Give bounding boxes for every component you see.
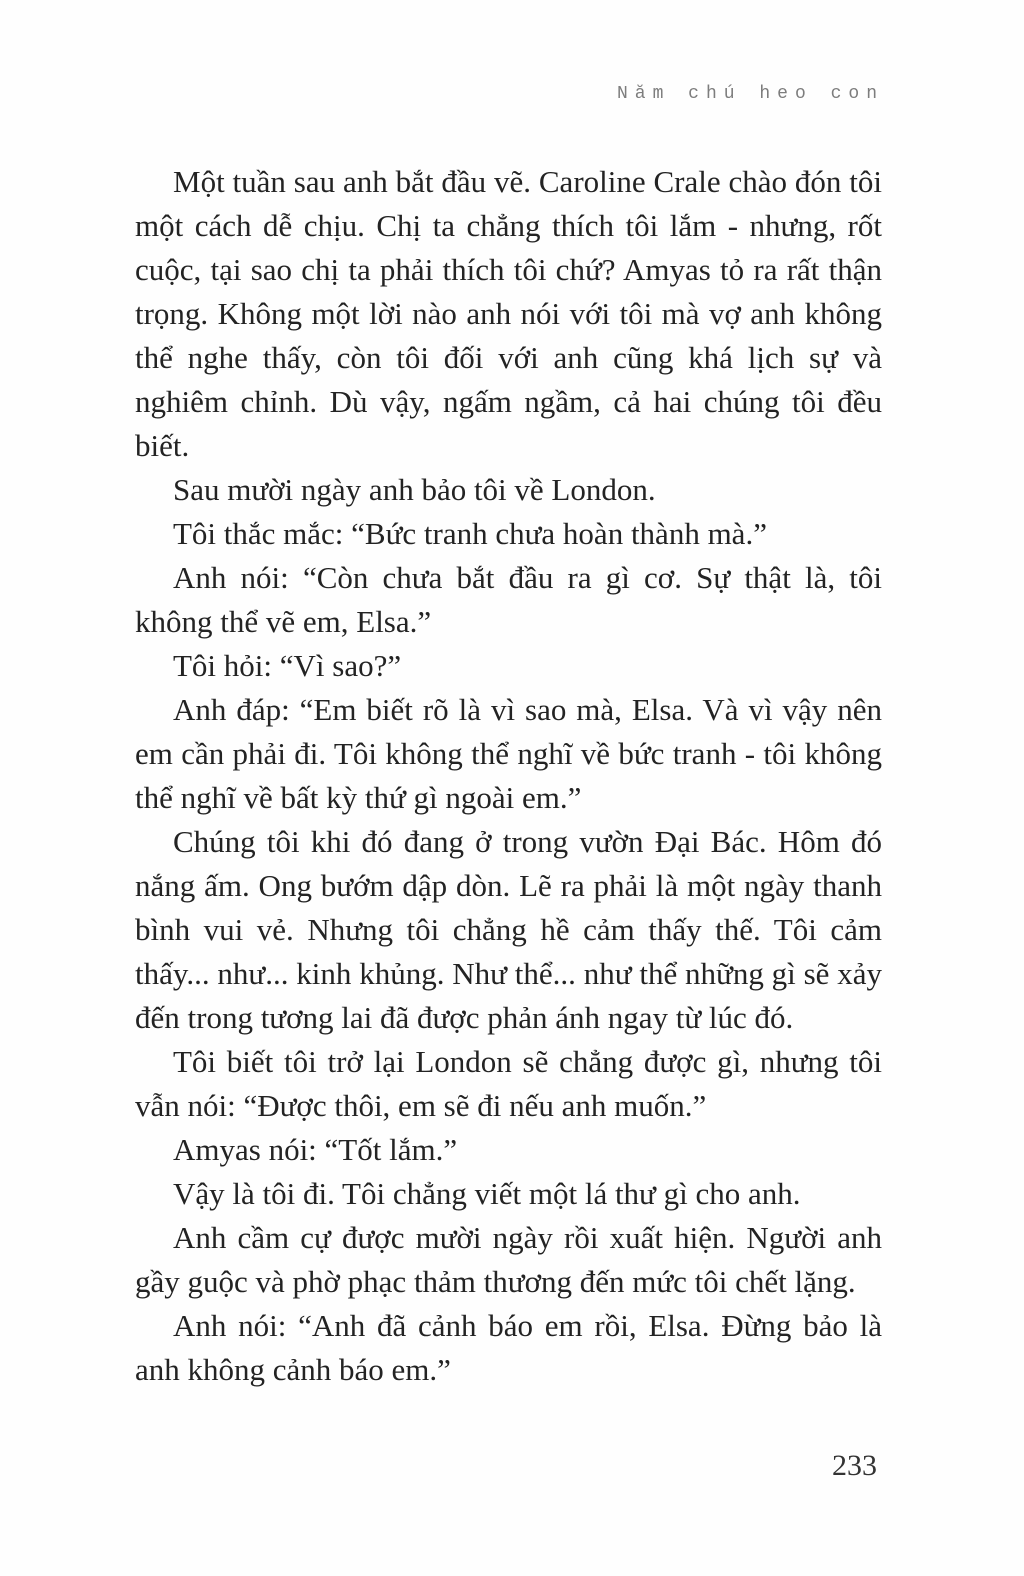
paragraph: Tôi thắc mắc: “Bức tranh chưa hoàn thành mà.”: [173, 516, 767, 551]
paragraph: Tôi hỏi: “Vì sao?”: [173, 648, 402, 683]
page-number: 233: [832, 1449, 877, 1482]
paragraph: Anh đáp: “Em biết rõ là vì sao mà, Elsa. Và vì vậy nên em cần phải đi. Tôi không thể nghĩ về bức tranh - tôi không thể nghĩ về bất kỳ thứ gì ngoài em.”: [135, 692, 882, 815]
paragraph: Vậy là tôi đi. Tôi chẳng viết một lá thư gì cho anh.: [173, 1176, 801, 1211]
paragraph: Tôi biết tôi trở lại London sẽ chẳng được gì, nhưng tôi vẫn nói: “Được thôi, em sẽ đi nếu anh muốn.”: [135, 1044, 882, 1123]
paragraph: Một tuần sau anh bắt đầu vẽ. Caroline Crale chào đón tôi một cách dễ chịu. Chị ta chẳng thích tôi lắm - nhưng, rốt cuộc, tại sao chị ta phải thích tôi chứ? Amyas tỏ ra rất thận trọng. Không một lời nào anh nói với tôi mà vợ anh không thể nghe thấy, còn tôi đối với anh cũng khá lịch sự và nghiêm chỉnh. Dù vậy, ngấm ngầm, cả hai chúng tôi đều biết.: [135, 164, 882, 463]
running-header: Năm chú heo con: [616, 84, 884, 104]
paragraph: Sau mười ngày anh bảo tôi về London.: [173, 472, 656, 507]
page-body: [135, 160, 882, 1392]
paragraph: Anh nói: “Anh đã cảnh báo em rồi, Elsa. Đừng bảo là anh không cảnh báo em.”: [135, 1308, 882, 1387]
paragraph: Chúng tôi khi đó đang ở trong vườn Đại Bác. Hôm đó nắng ấm. Ong bướm dập dòn. Lẽ ra phải là một ngày thanh bình vui vẻ. Nhưng tôi chẳng hề cảm thấy thế. Tôi cảm thấy... như... kinh khủng. Như thể... như thể những gì sẽ xảy đến trong tương lai đã được phản ánh ngay từ lúc đó.: [135, 824, 882, 1035]
paragraph: Anh nói: “Còn chưa bắt đầu ra gì cơ. Sự thật là, tôi không thể vẽ em, Elsa.”: [135, 560, 882, 639]
paragraph: Anh cầm cự được mười ngày rồi xuất hiện. Người anh gầy guộc và phờ phạc thảm thương đến mức tôi chết lặng.: [135, 1220, 882, 1299]
paragraph: Amyas nói: “Tốt lắm.”: [173, 1132, 458, 1167]
